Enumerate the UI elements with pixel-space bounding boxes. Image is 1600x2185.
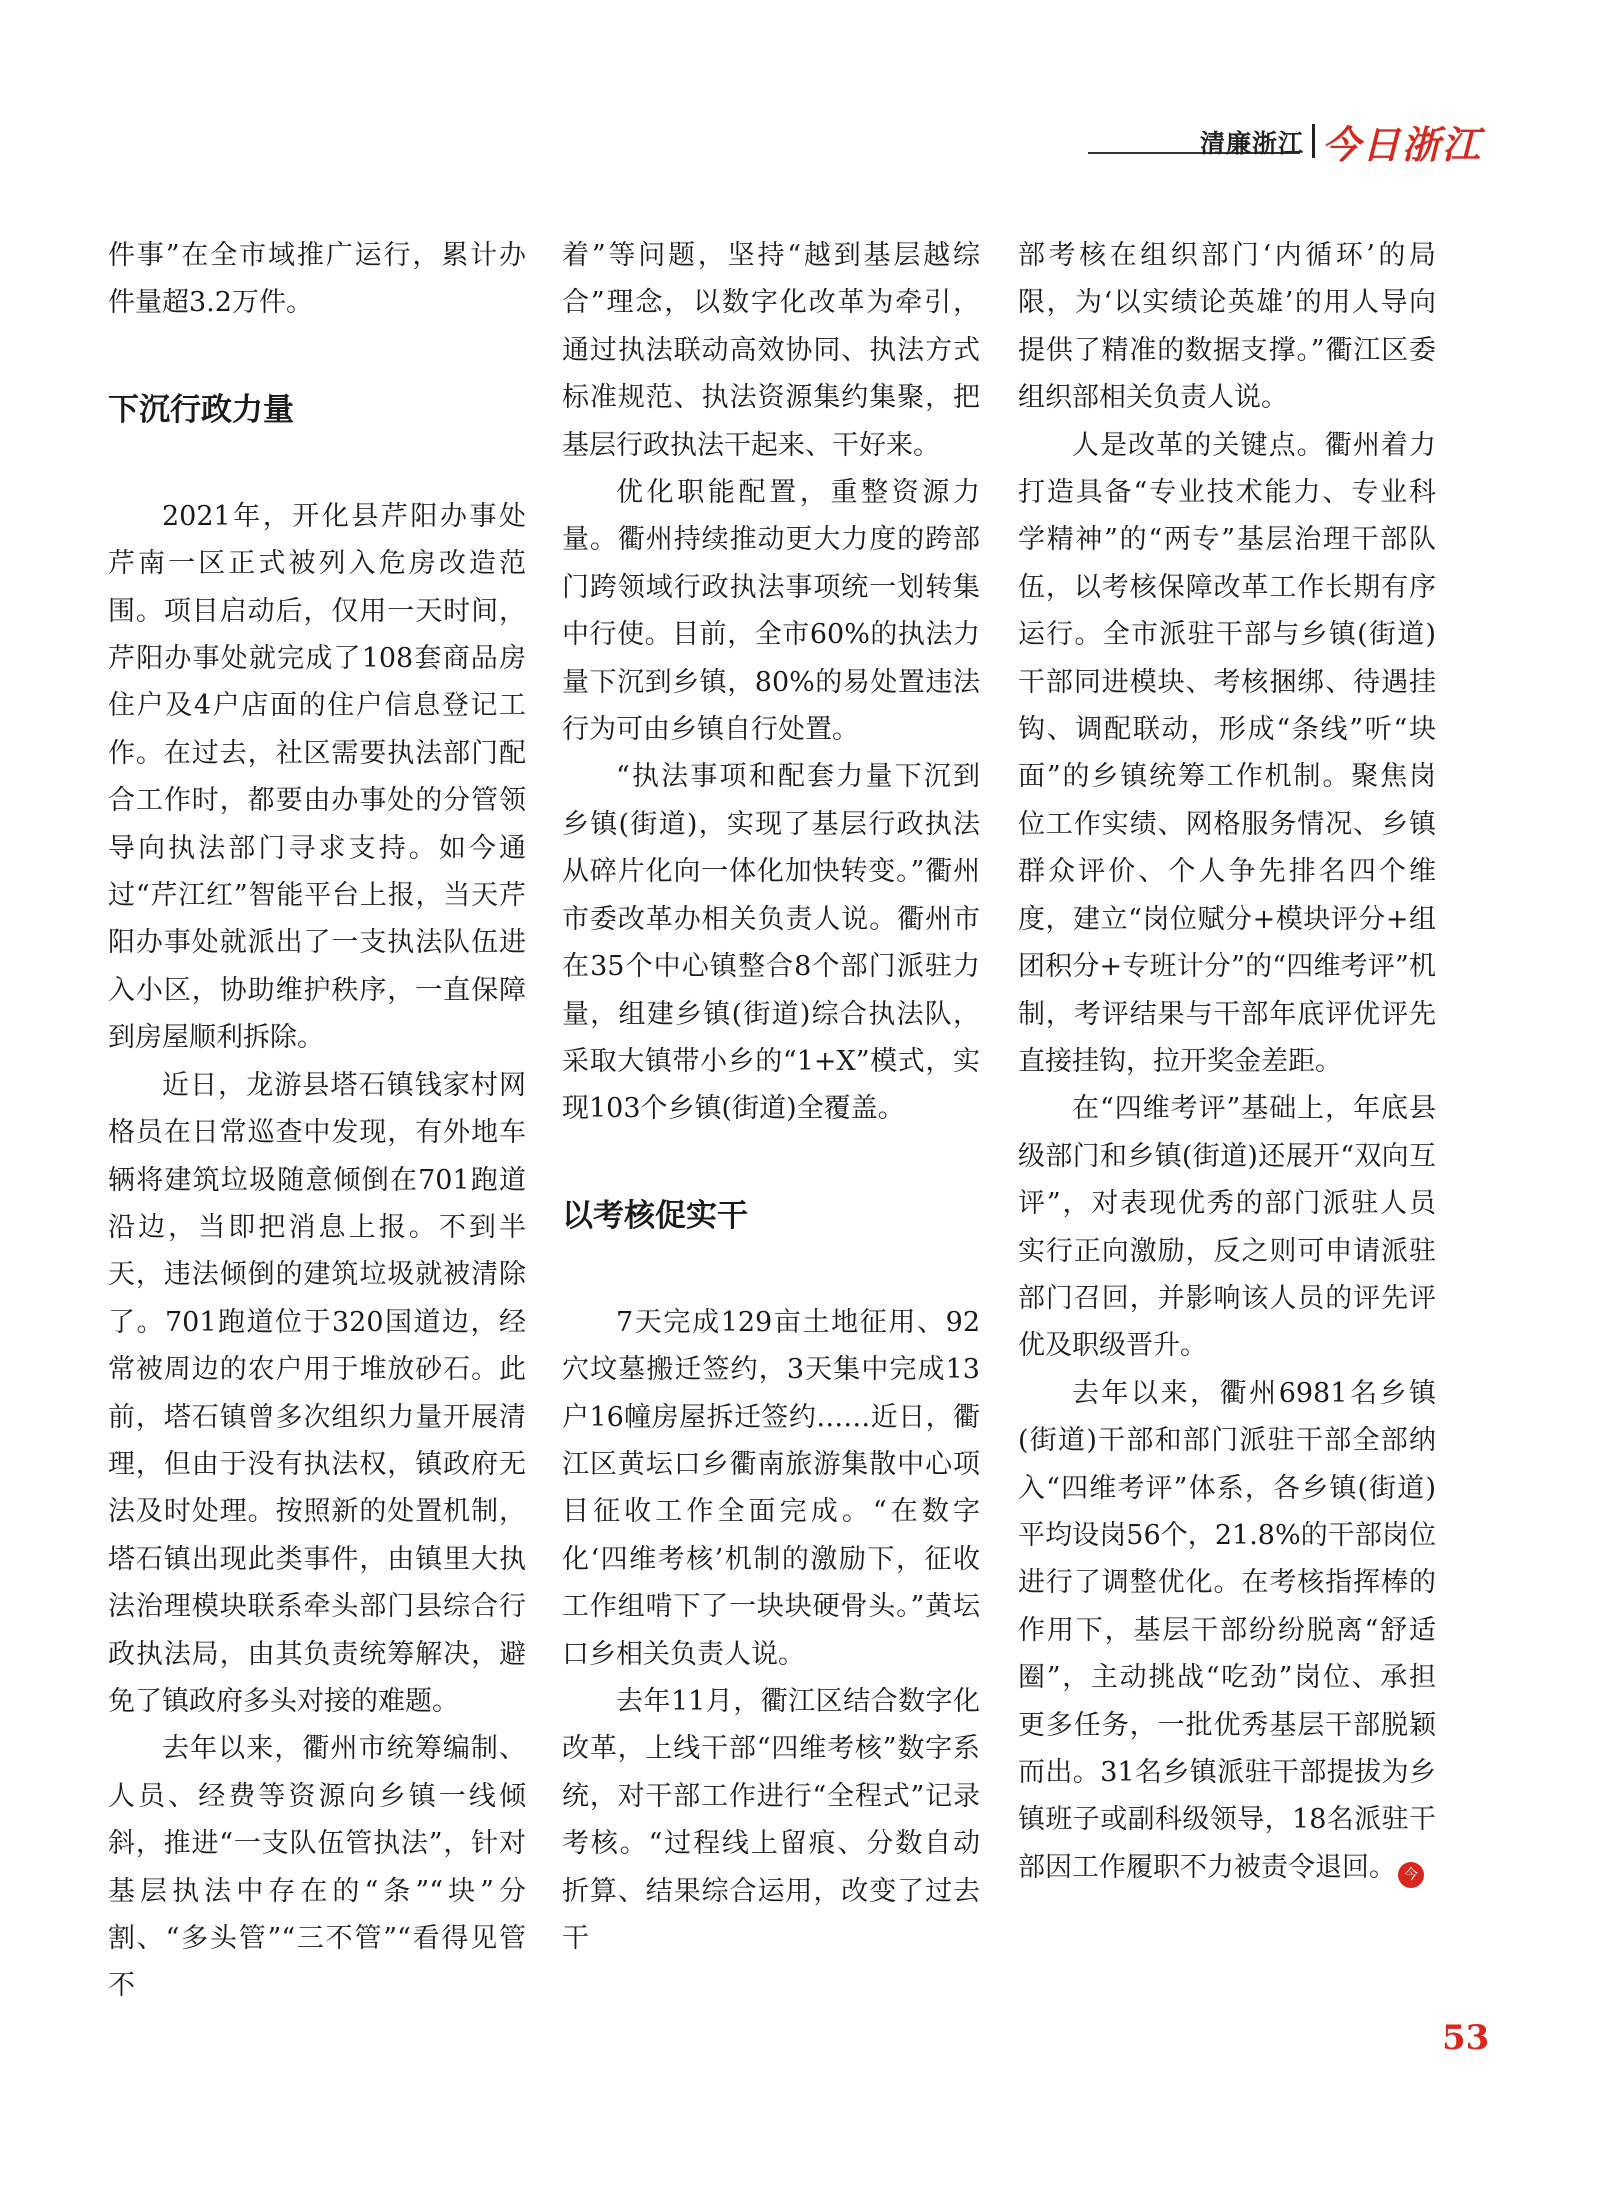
paragraph: “执法事项和配套力量下沉到乡镇(街道)，实现了基层行政执法从碎片化向一体化加快转变。”衢州市委改革办相关负责人说。衢州市在35个中心镇整合8个部门派驻力量，组建乡镇(街道)综合执法队，采取大镇带小乡的“1+X”模式，实现103个乡镇(街道)全覆盖。 — [562, 761, 980, 1125]
paragraph — [1018, 1370, 1436, 1891]
section-heading: 下沉行政力量 — [108, 391, 294, 428]
article-end-icon: 今 — [1398, 1862, 1424, 1888]
paragraph: 优化职能配置，重整资源力量。衢州持续推动更大力度的跨部门跨领域行政执法事项统一划转集中行使。目前，全市60%的执法力量下沉到乡镇，80%的易处置违法行为可由乡镇自行处置。 — [562, 477, 980, 746]
paragraph: 2021年，开化县芹阳办事处芹南一区正式被列入危房改造范围。项目启动后，仅用一天时间，芹阳办事处就完成了108套商品房住户及4户店面的住户信息登记工作。在过去，社区需要执法部门配合工作时，都要由办事处的分管领导向执法部门寻求支持。如今通过“芹江红”智能平台上报，当天芹阳办事处就派出了一支执法队伍进入小区，协助维护秩序，一直保障到房屋顺利拆除。 — [108, 500, 526, 1054]
article-column-2 — [562, 232, 980, 1962]
section-name: 清廉浙江 — [1200, 129, 1305, 158]
paragraph: 去年11月，衢江区结合数字化改革，上线干部“四维考核”数字系统，对干部工作进行“全程式”记录考核。“过程线上留痕、分数自动折算、结果综合运用，改变了过去干 — [562, 1685, 980, 1954]
page-number: 53 — [1442, 2018, 1490, 2058]
article-column-1 — [108, 232, 526, 2010]
paragraph: 在“四维考评”基础上，年底县级部门和乡镇(街道)还展开“双向互评”，对表现优秀的部门派驻人员实行正向激励，反之则可申请派驻部门召回，并影响该人员的评先评优及职级晋升。 — [1018, 1093, 1436, 1362]
paragraph: 件事”在全市域推广运行，累计办件量超3.2万件。 — [108, 240, 526, 319]
masthead-logo: 今日浙江 — [1322, 122, 1483, 167]
header-divider — [1312, 124, 1315, 158]
paragraph: 人是改革的关键点。衢州着力打造具备“专业技术能力、专业科学精神”的“两专”基层治理干部队伍，以考核保障改革工作长期有序运行。全市派驻干部与乡镇(街道)干部同进模块、考核捆绑、待遇挂钩、调配联动，形成“条线”听“块面”的乡镇统筹工作机制。聚焦岗位工作实绩、网格服务情况、乡镇群众评价、个人争先排名四个维度，建立“岗位赋分+模块评分+组团积分+专班计分”的“四维考评”机制，考评结果与干部年底评优评先直接挂钩，拉开奖金差距。 — [1018, 429, 1436, 1077]
paragraph: 着”等问题，坚持“越到基层越综合”理念，以数字化改革为牵引，通过执法联动高效协同、执法方式标准规范、执法资源集约集聚，把基层行政执法干起来、干好来。 — [562, 240, 980, 461]
article-column-3 — [1018, 232, 1436, 1891]
paragraph: 部考核在组织部门‘内循环’的局限，为‘以实绩论英雄’的用人导向提供了精准的数据支撑。”衢江区委组织部相关负责人说。 — [1018, 240, 1436, 414]
paragraph: 近日，龙游县塔石镇钱家村网格员在日常巡查中发现，有外地车辆将建筑垃圾随意倾倒在701跑道沿边，当即把消息上报。不到半天，违法倾倒的建筑垃圾就被清除了。701跑道位于320国道边，经常被周边的农户用于堆放砂石。此前，塔石镇曾多次组织力量开展清理，但由于没有执法权，镇政府无法及时处理。按照新的处置机制，塔石镇出现此类事件，由镇里大执法治理模块联系牵头部门县综合行政执法局，由其负责统筹解决，避免了镇政府多头对接的难题。 — [108, 1069, 526, 1717]
paragraph: 7天完成129亩土地征用、92穴坟墓搬迁签约，3天集中完成13户16幢房屋拆迁签约……近日，衢江区黄坛口乡衢南旅游集散中心项目征收工作全面完成。“在数字化‘四维考核’机制的激励下，征收工作组啃下了一块块硬骨头。”黄坛口乡相关负责人说。 — [562, 1306, 980, 1670]
paragraph: 去年以来，衢州市统筹编制、人员、经费等资源向乡镇一线倾斜，推进“一支队伍管执法”，针对基层执法中存在的“条”“块”分割、“多头管”“三不管”“看得见管不 — [108, 1733, 526, 2002]
section-heading: 以考核促实干 — [562, 1197, 748, 1234]
paragraph-text: 去年以来，衢州6981名乡镇(街道)干部和部门派驻干部全部纳入“四维考评”体系，各乡镇(街道)平均设岗56个，21.8%的干部岗位进行了调整优化。在考核指挥棒的作用下，基层干部纷纷脱离“舒适圈”，主动挑战“吃劲”岗位、承担更多任务，一批优秀基层干部脱颖而出。31名乡镇派驻干部提拔为乡镇班子或副科级领导，18名派驻干部因工作履职不力被责令退回。 — [1018, 1377, 1436, 1883]
